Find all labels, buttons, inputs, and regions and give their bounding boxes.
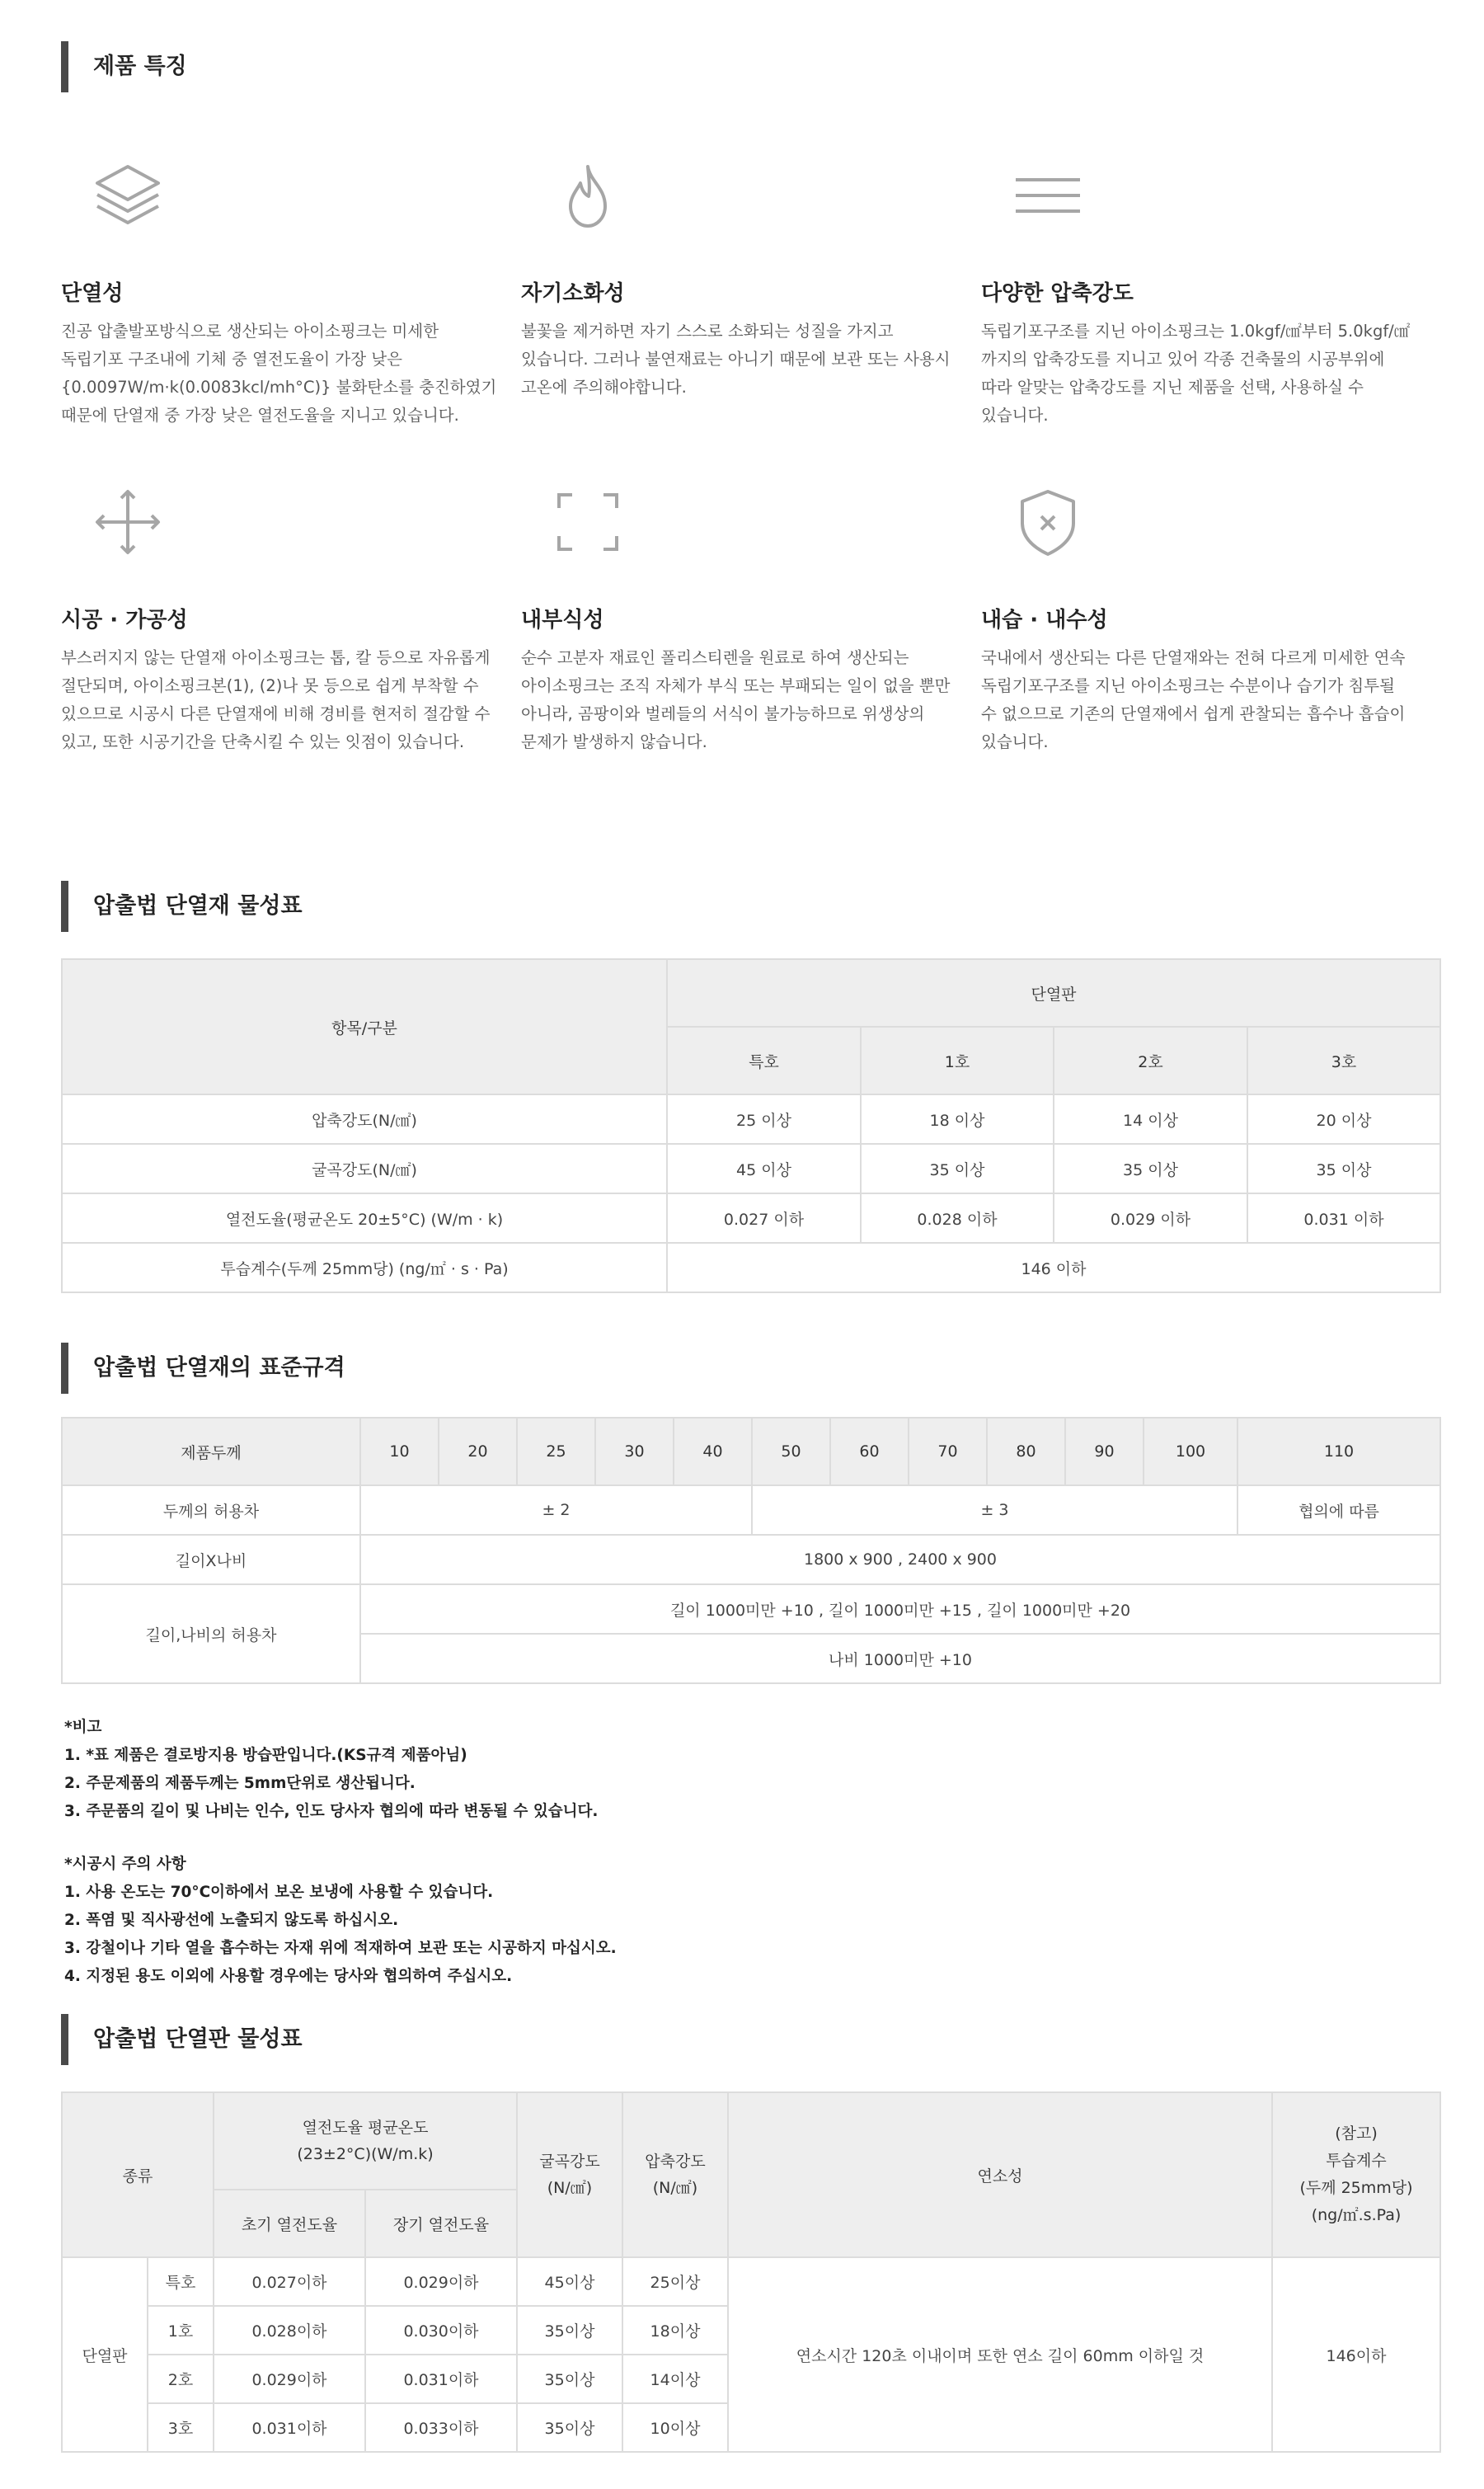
row-label: 압축강도(N/㎠) bbox=[62, 1094, 667, 1144]
layers-icon bbox=[61, 158, 226, 257]
feature-title: 시공 · 가공성 bbox=[61, 608, 188, 633]
section-title-features: 제품 특징 bbox=[61, 41, 187, 92]
header-longterm: 장기 열전도율 bbox=[365, 2190, 517, 2257]
cell: 2호 bbox=[148, 2355, 214, 2403]
note-line: 1. *표 제품은 결로방지용 방습판입니다.(KS규격 제품아님) bbox=[64, 1747, 467, 1764]
cell: 길이 1000미만 +10 , 길이 1000미만 +15 , 길이 1000미만 +20 bbox=[360, 1584, 1440, 1634]
frame-corners-icon bbox=[521, 485, 686, 584]
cell: 35 이상 bbox=[861, 1144, 1054, 1193]
cell: 0.027이하 bbox=[214, 2257, 365, 2306]
cell: 협의에 따름 bbox=[1237, 1485, 1440, 1535]
table-row bbox=[62, 1485, 1440, 1535]
cell: 146 이하 bbox=[667, 1243, 1440, 1292]
cell: 0.031 이하 bbox=[1247, 1193, 1440, 1243]
feature-desc: 진공 압출발포방식으로 생산되는 아이소핑크는 미세한 독립기포 구조내에 기체 중 열전도율이 가장 낮은 {0.0097W/m·k(0.0083kcl/mh°C)} 불화탄소를 충진하였기 때문에 단열재 중 가장 낮은 열전도율을 지니고 있습니다. bbox=[61, 322, 497, 425]
table-row bbox=[62, 1144, 1440, 1193]
board-properties-table bbox=[61, 2091, 1441, 2453]
note-line: 3. 주문품의 길이 및 나비는 인수, 인도 당사자 협의에 따라 변동될 수 있습니다. bbox=[64, 1803, 599, 1820]
note-line: 2. 주문제품의 제품두께는 5mm단위로 생산됩니다. bbox=[64, 1775, 416, 1792]
table-row bbox=[62, 1243, 1440, 1292]
properties-table bbox=[61, 958, 1441, 1293]
note-line: 4. 지정된 용도 이외에 사용할 경우에는 당사와 협의하여 주십시오. bbox=[64, 1968, 513, 1985]
section-title-properties: 압출법 단열재 물성표 bbox=[61, 881, 303, 932]
feature-desc: 부스러지지 않는 단열재 아이소핑크는 톱, 칼 등으로 자유롭게 절단되며, 아이소핑크본(1), (2)나 못 등으로 쉽게 부착할 수 있으므로 시공시 다른 단열재에 비해 경비를 현저히 절감할 수 있고, 또한 시공기간을 단축시킬 수 있는 잇점이 있습니다. bbox=[61, 648, 491, 751]
cell: 25 이상 bbox=[667, 1094, 861, 1144]
feature-title: 내부식성 bbox=[521, 608, 604, 633]
header-cell: 100 bbox=[1144, 1418, 1237, 1485]
cell: 3호 bbox=[148, 2403, 214, 2452]
section-title-board-properties: 압출법 단열판 물성표 bbox=[61, 2014, 303, 2065]
cell: 0.028 이하 bbox=[861, 1193, 1054, 1243]
cell: 1호 bbox=[148, 2306, 214, 2355]
header-item: 항목/구분 bbox=[62, 959, 667, 1094]
cell: 0.028이하 bbox=[214, 2306, 365, 2355]
header-grade: 2호 bbox=[1054, 1027, 1247, 1094]
header-cell: 40 bbox=[674, 1418, 752, 1485]
cell: 나비 1000미만 +10 bbox=[360, 1634, 1440, 1683]
cell: 특호 bbox=[148, 2257, 214, 2306]
row-label: 열전도율(평균온도 20±5°C) (W/m · k) bbox=[62, 1193, 667, 1243]
header-group: 단열판 bbox=[667, 959, 1440, 1027]
feature-desc: 독립기포구조를 지닌 아이소핑크는 1.0kgf/㎠부터 5.0kgf/㎠ 까지의 압축강도를 지니고 있어 각종 건축물의 시공부위에 따라 알맞는 압축강도를 지닌 제품을 선택, 사용하실 수 있습니다. bbox=[981, 322, 1411, 425]
cell: 0.030이하 bbox=[365, 2306, 517, 2355]
header-line: 굴곡강도 bbox=[539, 2153, 600, 2171]
cell: ± 2 bbox=[360, 1485, 752, 1535]
header-permeance bbox=[1272, 2092, 1440, 2257]
cell: 25이상 bbox=[622, 2257, 728, 2306]
header-line: (N/㎠) bbox=[547, 2179, 593, 2197]
header-cell: 60 bbox=[830, 1418, 909, 1485]
cell: 0.029이하 bbox=[365, 2257, 517, 2306]
cell: 0.033이하 bbox=[365, 2403, 517, 2452]
header-line: (N/㎠) bbox=[652, 2179, 698, 2197]
feature-desc: 순수 고분자 재료인 폴리스티렌을 원료로 하여 생산되는 아이소핑크는 조직 자체가 부식 또는 부패되는 일이 없을 뿐만 아니라, 곰팡이와 벌레들의 서식이 불가능하므로 위생상의 문제가 발생하지 않습니다. bbox=[521, 648, 951, 751]
notes-cautions bbox=[64, 1851, 617, 1991]
cell: 35이상 bbox=[517, 2355, 622, 2403]
group-label: 단열판 bbox=[62, 2257, 148, 2452]
cell-permeance: 146이하 bbox=[1272, 2257, 1440, 2452]
row-label: 길이X나비 bbox=[62, 1535, 360, 1584]
cell: 0.031이하 bbox=[365, 2355, 517, 2403]
header-cell: 80 bbox=[987, 1418, 1065, 1485]
header-compressive bbox=[622, 2092, 728, 2257]
cell: ± 3 bbox=[752, 1485, 1237, 1535]
header-grade: 1호 bbox=[861, 1027, 1054, 1094]
cell: 14이상 bbox=[622, 2355, 728, 2403]
header-cell: 10 bbox=[360, 1418, 439, 1485]
header-cell: 25 bbox=[517, 1418, 595, 1485]
move-arrows-icon bbox=[61, 485, 226, 584]
header-combustibility: 연소성 bbox=[728, 2092, 1272, 2257]
header-grade: 특호 bbox=[667, 1027, 861, 1094]
table-row bbox=[62, 1094, 1440, 1144]
cell: 0.027 이하 bbox=[667, 1193, 861, 1243]
standards-table bbox=[61, 1417, 1441, 1684]
header-initial: 초기 열전도율 bbox=[214, 2190, 365, 2257]
cell: 0.029 이하 bbox=[1054, 1193, 1247, 1243]
shield-x-icon bbox=[981, 485, 1146, 584]
header-line: 열전도율 평균온도 bbox=[302, 2119, 429, 2137]
cell: 1800 x 900 , 2400 x 900 bbox=[360, 1535, 1440, 1584]
header-grade: 3호 bbox=[1247, 1027, 1440, 1094]
header-flexural bbox=[517, 2092, 622, 2257]
feature-title: 내습 · 내수성 bbox=[981, 608, 1108, 633]
feature-title: 단열성 bbox=[61, 281, 124, 306]
notes-remarks bbox=[64, 1714, 598, 1826]
cell: 35 이상 bbox=[1247, 1144, 1440, 1193]
header-kind: 종류 bbox=[62, 2092, 214, 2257]
cell: 14 이상 bbox=[1054, 1094, 1247, 1144]
table-row bbox=[62, 1418, 1440, 1485]
header-cell: 20 bbox=[439, 1418, 517, 1485]
note-line: 1. 사용 온도는 70°C이하에서 보온 보냉에 사용할 수 있습니다. bbox=[64, 1884, 494, 1901]
header-line: (23±2°C)(W/m.k) bbox=[297, 2145, 434, 2163]
table-row bbox=[62, 1535, 1440, 1584]
note-line: *시공시 주의 사항 bbox=[64, 1856, 186, 1873]
cell: 10이상 bbox=[622, 2403, 728, 2452]
feature-title: 자기소화성 bbox=[521, 281, 625, 306]
header-line: 압축강도 bbox=[645, 2153, 706, 2171]
cell: 45 이상 bbox=[667, 1144, 861, 1193]
feature-desc: 국내에서 생산되는 다른 단열재와는 전혀 다르게 미세한 연속 독립기포구조를 지닌 아이소핑크는 수분이나 습기가 침투될 수 없으므로 기존의 단열재에서 쉽게 관찰되는 흡수나 흡습이 있습니다. bbox=[981, 648, 1406, 751]
header-line: 투습계수 bbox=[1326, 2152, 1387, 2170]
menu-lines-icon bbox=[981, 158, 1146, 257]
section-title-standards: 압출법 단열재의 표준규격 bbox=[61, 1343, 345, 1394]
cell: 0.031이하 bbox=[214, 2403, 365, 2452]
cell: 45이상 bbox=[517, 2257, 622, 2306]
header-cell: 50 bbox=[752, 1418, 830, 1485]
header-cell: 110 bbox=[1237, 1418, 1440, 1485]
cell: 35 이상 bbox=[1054, 1144, 1247, 1193]
cell: 20 이상 bbox=[1247, 1094, 1440, 1144]
flame-icon bbox=[521, 158, 686, 257]
row-label: 투습계수(두께 25mm당) (ng/㎡ · s · Pa) bbox=[62, 1243, 667, 1292]
header-cell: 70 bbox=[909, 1418, 987, 1485]
header-line: (두께 25mm당) bbox=[1299, 2179, 1413, 2197]
cell-combustibility: 연소시간 120초 이내이며 또한 연소 길이 60mm 이하일 것 bbox=[728, 2257, 1272, 2452]
header-conductivity bbox=[214, 2092, 517, 2190]
table-row bbox=[62, 1584, 1440, 1634]
table-row bbox=[62, 1193, 1440, 1243]
feature-title: 다양한 압축강도 bbox=[981, 281, 1134, 306]
row-label: 굴곡강도(N/㎠) bbox=[62, 1144, 667, 1193]
note-line: 2. 폭염 및 직사광선에 노출되지 않도록 하십시오. bbox=[64, 1912, 399, 1929]
header-thickness: 제품두께 bbox=[62, 1418, 360, 1485]
cell: 18이상 bbox=[622, 2306, 728, 2355]
header-cell: 30 bbox=[595, 1418, 674, 1485]
table-row bbox=[62, 2257, 1440, 2306]
header-line: (ng/㎡.s.Pa) bbox=[1311, 2206, 1402, 2224]
cell: 35이상 bbox=[517, 2403, 622, 2452]
cell: 18 이상 bbox=[861, 1094, 1054, 1144]
note-line: 3. 강철이나 기타 열을 흡수하는 자재 위에 적재하여 보관 또는 시공하지 마십시오. bbox=[64, 1940, 617, 1957]
note-line: *비고 bbox=[64, 1719, 102, 1736]
feature-desc: 불꽃을 제거하면 자기 스스로 소화되는 성질을 가지고 있습니다. 그러나 불연재료는 아니기 때문에 보관 또는 사용시 고온에 주의해야합니다. bbox=[521, 322, 951, 397]
row-label: 두께의 허용차 bbox=[62, 1485, 360, 1535]
header-cell: 90 bbox=[1065, 1418, 1144, 1485]
cell: 0.029이하 bbox=[214, 2355, 365, 2403]
row-label: 길이,나비의 허용차 bbox=[62, 1584, 360, 1683]
cell: 35이상 bbox=[517, 2306, 622, 2355]
header-line: (참고) bbox=[1335, 2124, 1378, 2143]
